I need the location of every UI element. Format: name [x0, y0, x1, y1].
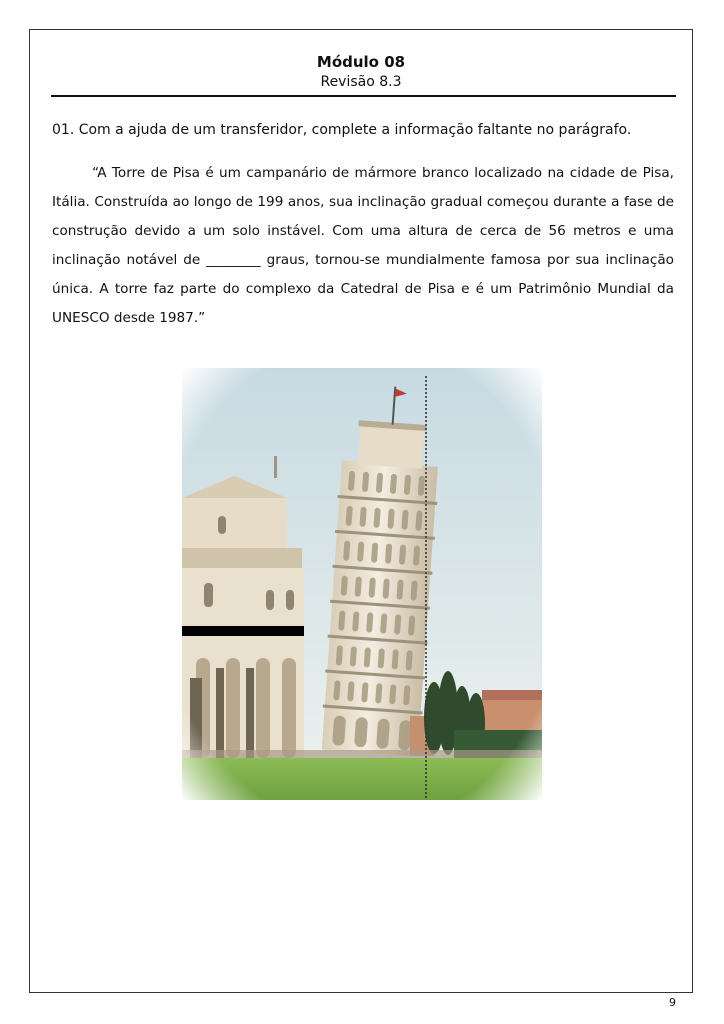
lawn [182, 758, 542, 800]
pisa-tower-photo [182, 368, 542, 800]
cathedral-building [182, 456, 304, 758]
passage-paragraph [52, 159, 674, 333]
page-header [30, 52, 692, 92]
header-divider [51, 95, 676, 97]
page-frame [29, 29, 693, 993]
page-number: 9 [669, 996, 676, 1009]
passage-after-blank: graus, tornou-se mundialmente famosa por sua inclinação única. A torre faz parte do complexo da Catedral de Pisa e é um Patrimônio Mundial da UNESCO desde 1987.” [52, 252, 674, 326]
answer-blank[interactable]: ________ [206, 252, 261, 268]
passage-before-blank: “A Torre de Pisa é um campanário de mármore branco localizado na cidade de Pisa, Itália. Construída ao longo de 199 anos, sua inclinação gradual começou durante a fase de construção devido a um solo instável. Com uma altura de cerca de 56 metros e uma inclinação notável de [52, 165, 674, 268]
question-text: 01. Com a ajuda de um transferidor, complete a informação faltante no parágrafo. [52, 122, 632, 138]
page-title: Módulo 08 [316, 53, 406, 71]
page-subtitle: Revisão 8.3 [320, 74, 402, 90]
pisa-photo-illustration [182, 368, 542, 800]
